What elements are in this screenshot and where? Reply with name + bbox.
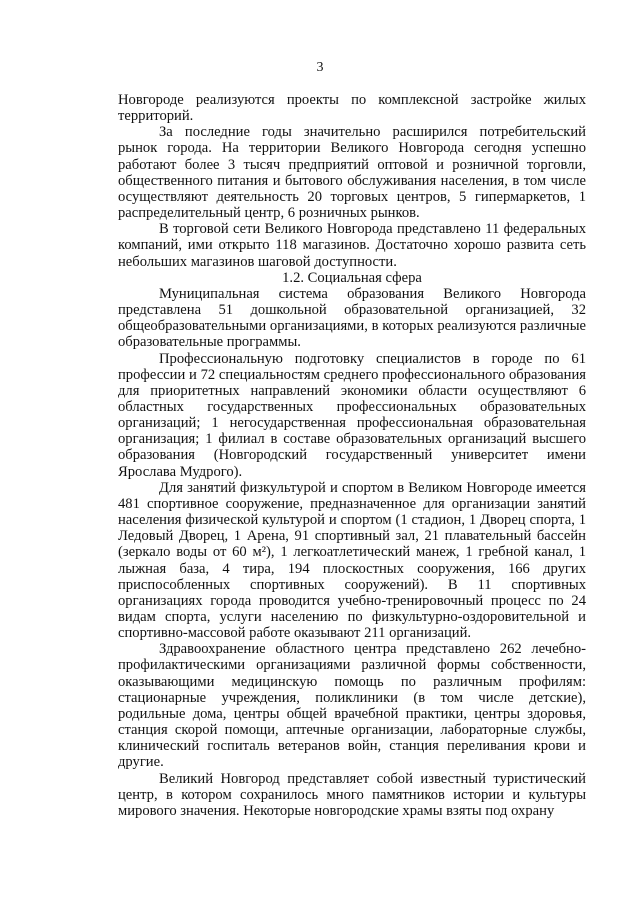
paragraph-tourism: Великий Новгород представляет собой известный туристический центр, в котором сохранилось много памятников истории и культуры мирового значения. Некоторые новгородские храмы взяты под охрану (118, 770, 586, 819)
paragraph-professional-training: Профессиональную подготовку специалистов в городе по 61 профессии и 72 специальностям среднего профессионального образования для приоритетных направлений экономики области осуществляют 6 областных государственных профессиональных образовательных организаций; 1 негосударственная профессиональная образовательная организация; 1 филиал в составе образовательных организаций высшего образования (Новгородский государственный университет имени Ярослава Мудрого). (118, 350, 586, 480)
document-body (118, 92, 586, 819)
page-number: 3 (316, 60, 324, 75)
paragraph-education-system: Муниципальная система образования Великого Новгорода представлена 51 дошкольной образовательной организацией, 32 общеобразовательными организациями, в которых реализуются различные образовательные программы. (118, 285, 586, 351)
paragraph-retail-network: В торговой сети Великого Новгорода представлено 11 федеральных компаний, ими открыто 118 магазинов. Достаточно хорошо развита сеть небольших магазинов шаговой доступности. (118, 221, 586, 270)
paragraph-healthcare: Здравоохранение областного центра представлено 262 лечебно-профилактическими организациями различной формы собственности, оказывающими медицинскую помощь по различным профилям: стационарные учреждения, поликлиники (в том числе детские), родильные дома, центры общей врачебной практики, центры здоровья, станция скорой помощи, аптечные организации, лабораторные службы, клинический госпиталь ветеранов войн, станция переливания крови и другие. (118, 641, 586, 771)
paragraph-housing-continuation: Новгороде реализуются проекты по комплексной застройке жилых территорий. (118, 92, 586, 125)
paragraph-sports-facilities: Для занятий физкультурой и спортом в Великом Новгороде имеется 481 спортивное сооружение, предназначенное для организации занятий населения физической культурой и спортом (1 стадион, 1 Дворец спорта, 1 Ледовый Дворец, 1 Арена, 91 спортивный зал, 21 плавательный бассейн (зеркало воды от 60 м²), 1 легкоатлетический манеж, 1 гребной канал, 1 лыжная база, 4 тира, 194 плоскостных сооружения, 166 других приспособленных спортивных сооружений). В 11 спортивных организациях города проводится учебно-тренировочный процесс по 24 видам спорта, услуги населению по физкультурно-оздоровительной и спортивно-массовой работе оказывают 211 организаций. (118, 479, 586, 642)
section-heading: 1.2. Социальная сфера (282, 269, 422, 286)
paragraph-consumer-market: За последние годы значительно расширился потребительский рынок города. На территории Великого Новгорода сегодня успешно работают более 3 тысяч предприятий оптовой и розничной торговли, общественного питания и бытового обслуживания населения, в том числе осуществляют деятельность 20 торговых центров, 5 гипермаркетов, 1 распределительный центр, 6 розничных рынков. (118, 124, 586, 222)
